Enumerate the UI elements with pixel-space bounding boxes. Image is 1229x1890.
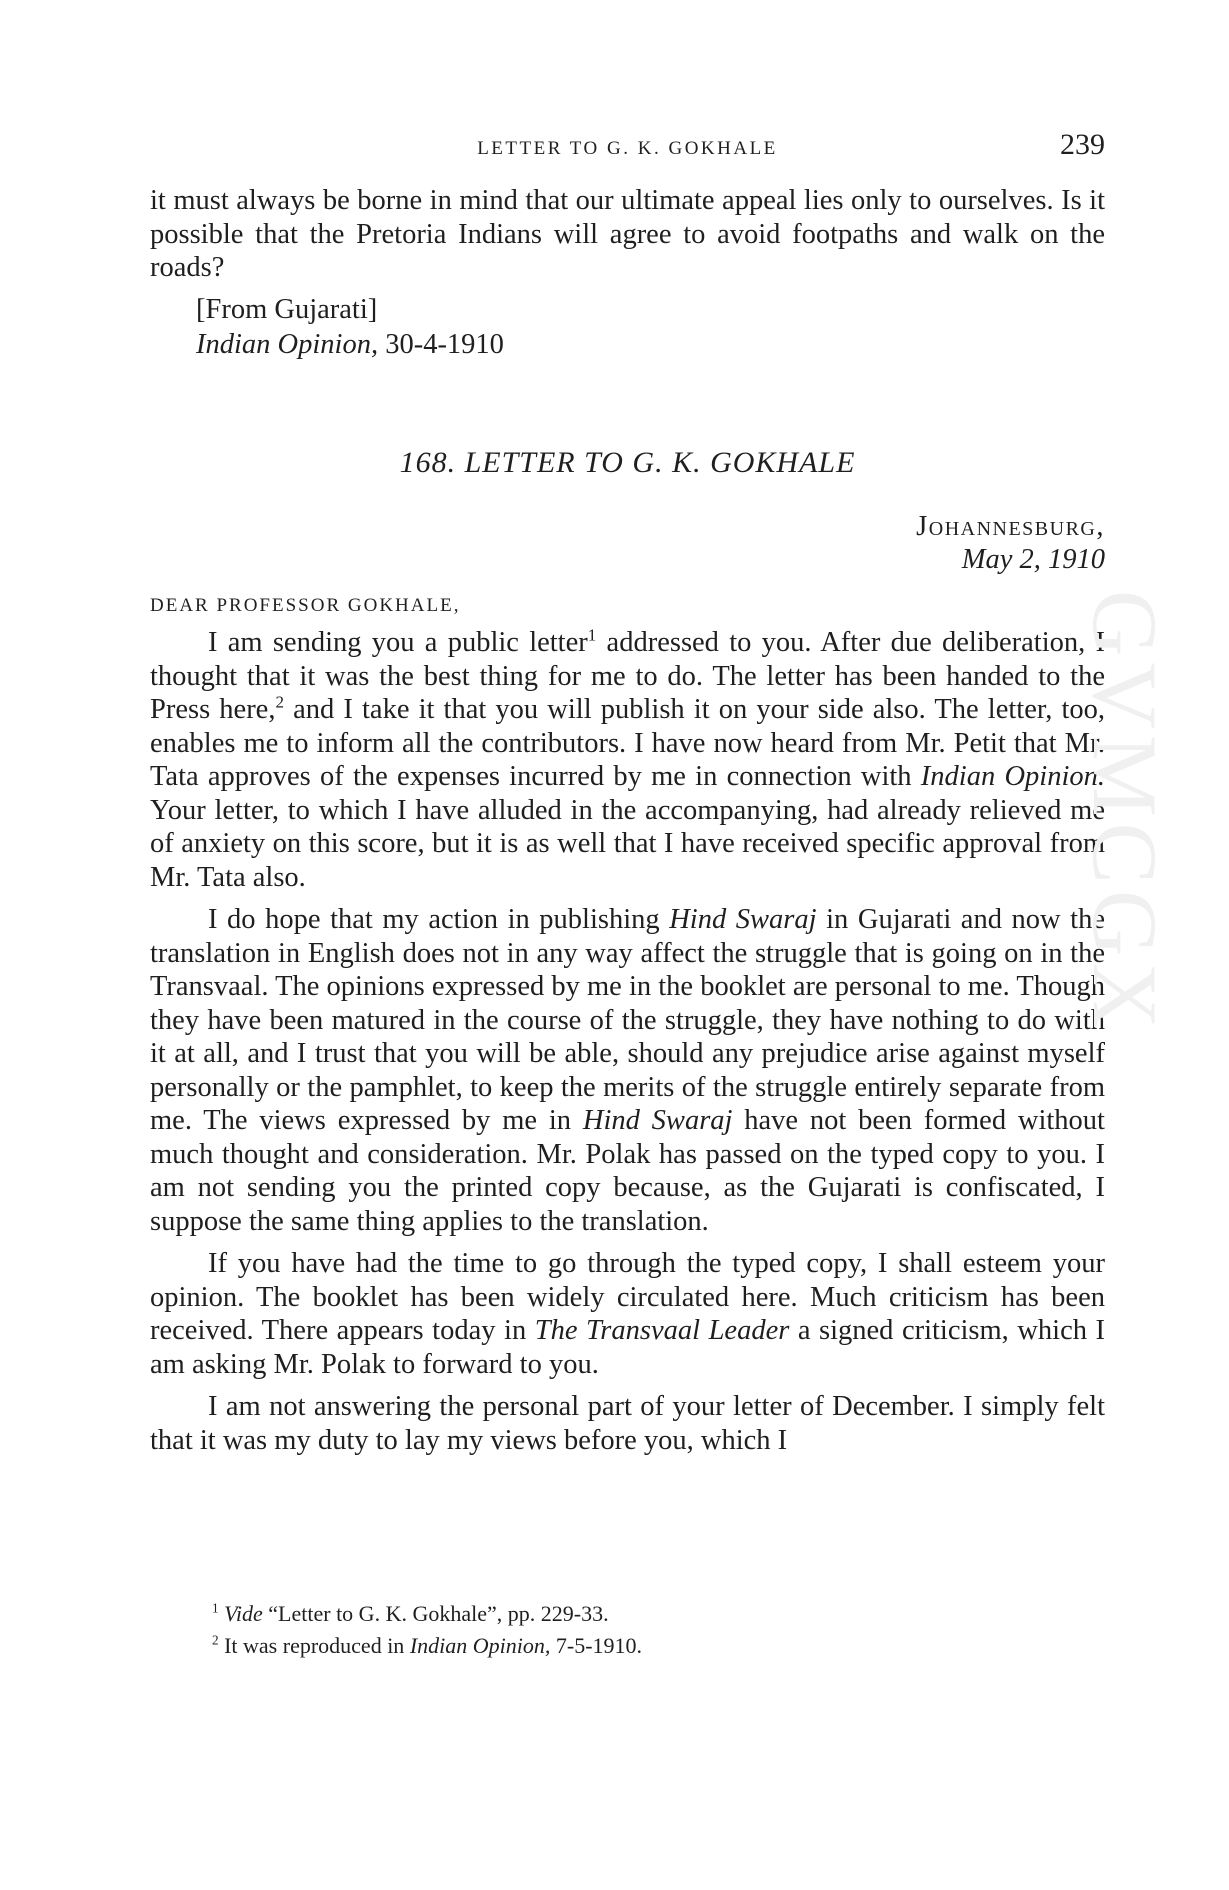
source-date: 30-4-1910 (385, 329, 504, 360)
paragraph-2: I do hope that my action in publishing Hind Swaraj in Gujarati and now the translation in English does not in any way affect the struggle that is going on in the Transvaal. The opinions expressed by me in the booklet are personal to me. Though they have been matured in the course of the struggle, they have nothing to do with it at all, and I trust that you will be able, should any prejudice arise against myself personally or the pamphlet, to keep the merits of the struggle entirely separate from me. The views expressed by me in Hind Swaraj have not been formed without much thought and consideration. Mr. Polak has passed on the typed copy to you. I am not sending you the printed copy because, as the Gujarati is confiscated, I suppose the same thing applies to the translation. (150, 904, 1105, 1237)
source-citation (196, 328, 1105, 362)
letter-place: Johannesburg, (916, 511, 1105, 542)
source-publication: Indian Opinion, (196, 329, 379, 360)
footnote-2: $^2$ It was reproduced in Indian Opinion, 7-5-1910. (212, 1632, 643, 1658)
paragraph-1: I am sending you a public letter$^1$ addressed to you. After due deliberation, I thought that it was the best thing for me to do. The letter has been handed to the Press here,$^2$ and I take it that you will publish it on your side also. The letter, too, enables me to inform all the contributors. I have now heard from Mr. Petit that Mr. Tata approves of the expenses incurred by me in connection with Indian Opinion. Your letter, to which I have alluded in the accompanying, had already relieved me of anxiety on this score, but it is as well that I have received specific approval from Mr. Tata also. (150, 625, 1105, 893)
page-number: 239 (1060, 128, 1105, 161)
previous-item-block (150, 184, 1105, 362)
running-title: LETTER TO G. K. GOKHALE (477, 138, 778, 159)
footnote-ref-1: 1 (587, 625, 597, 645)
source-language: [From Gujarati] (196, 293, 378, 325)
salutation: DEAR PROFESSOR GOKHALE, (150, 595, 461, 616)
footnotes (212, 1598, 1092, 1662)
paragraph-3: If you have had the time to go through the typed copy, I shall esteem your opinion. The booklet has been widely circulated here. Much criticism has been received. There appears today in The Transvaal Leader a signed criticism, which I am asking Mr. Polak to forward to you. (150, 1248, 1105, 1380)
watermark: GVMCGX (1074, 590, 1176, 1035)
running-head (150, 128, 1105, 168)
letter-date: May 2, 1910 (961, 544, 1105, 575)
footnote-1: $^1$ Vide “Letter to G. K. Gokhale”, pp. 229-33. (212, 1600, 609, 1626)
footnote-ref-2: 2 (275, 692, 285, 712)
letter-heading: 168. LETTER TO G. K. GOKHALE (399, 446, 856, 479)
paragraph-4: I am not answering the personal part of your letter of December. I simply felt that it was my duty to lay my views before you, which I (150, 1391, 1105, 1456)
letter-body (150, 626, 1105, 1457)
place-date-block (916, 510, 1105, 576)
previous-item-text: it must always be borne in mind that our ultimate appeal lies only to ourselves. Is it possible that the Pretoria Indians will agree to avoid footpaths and walk on the roads? (150, 185, 1105, 283)
